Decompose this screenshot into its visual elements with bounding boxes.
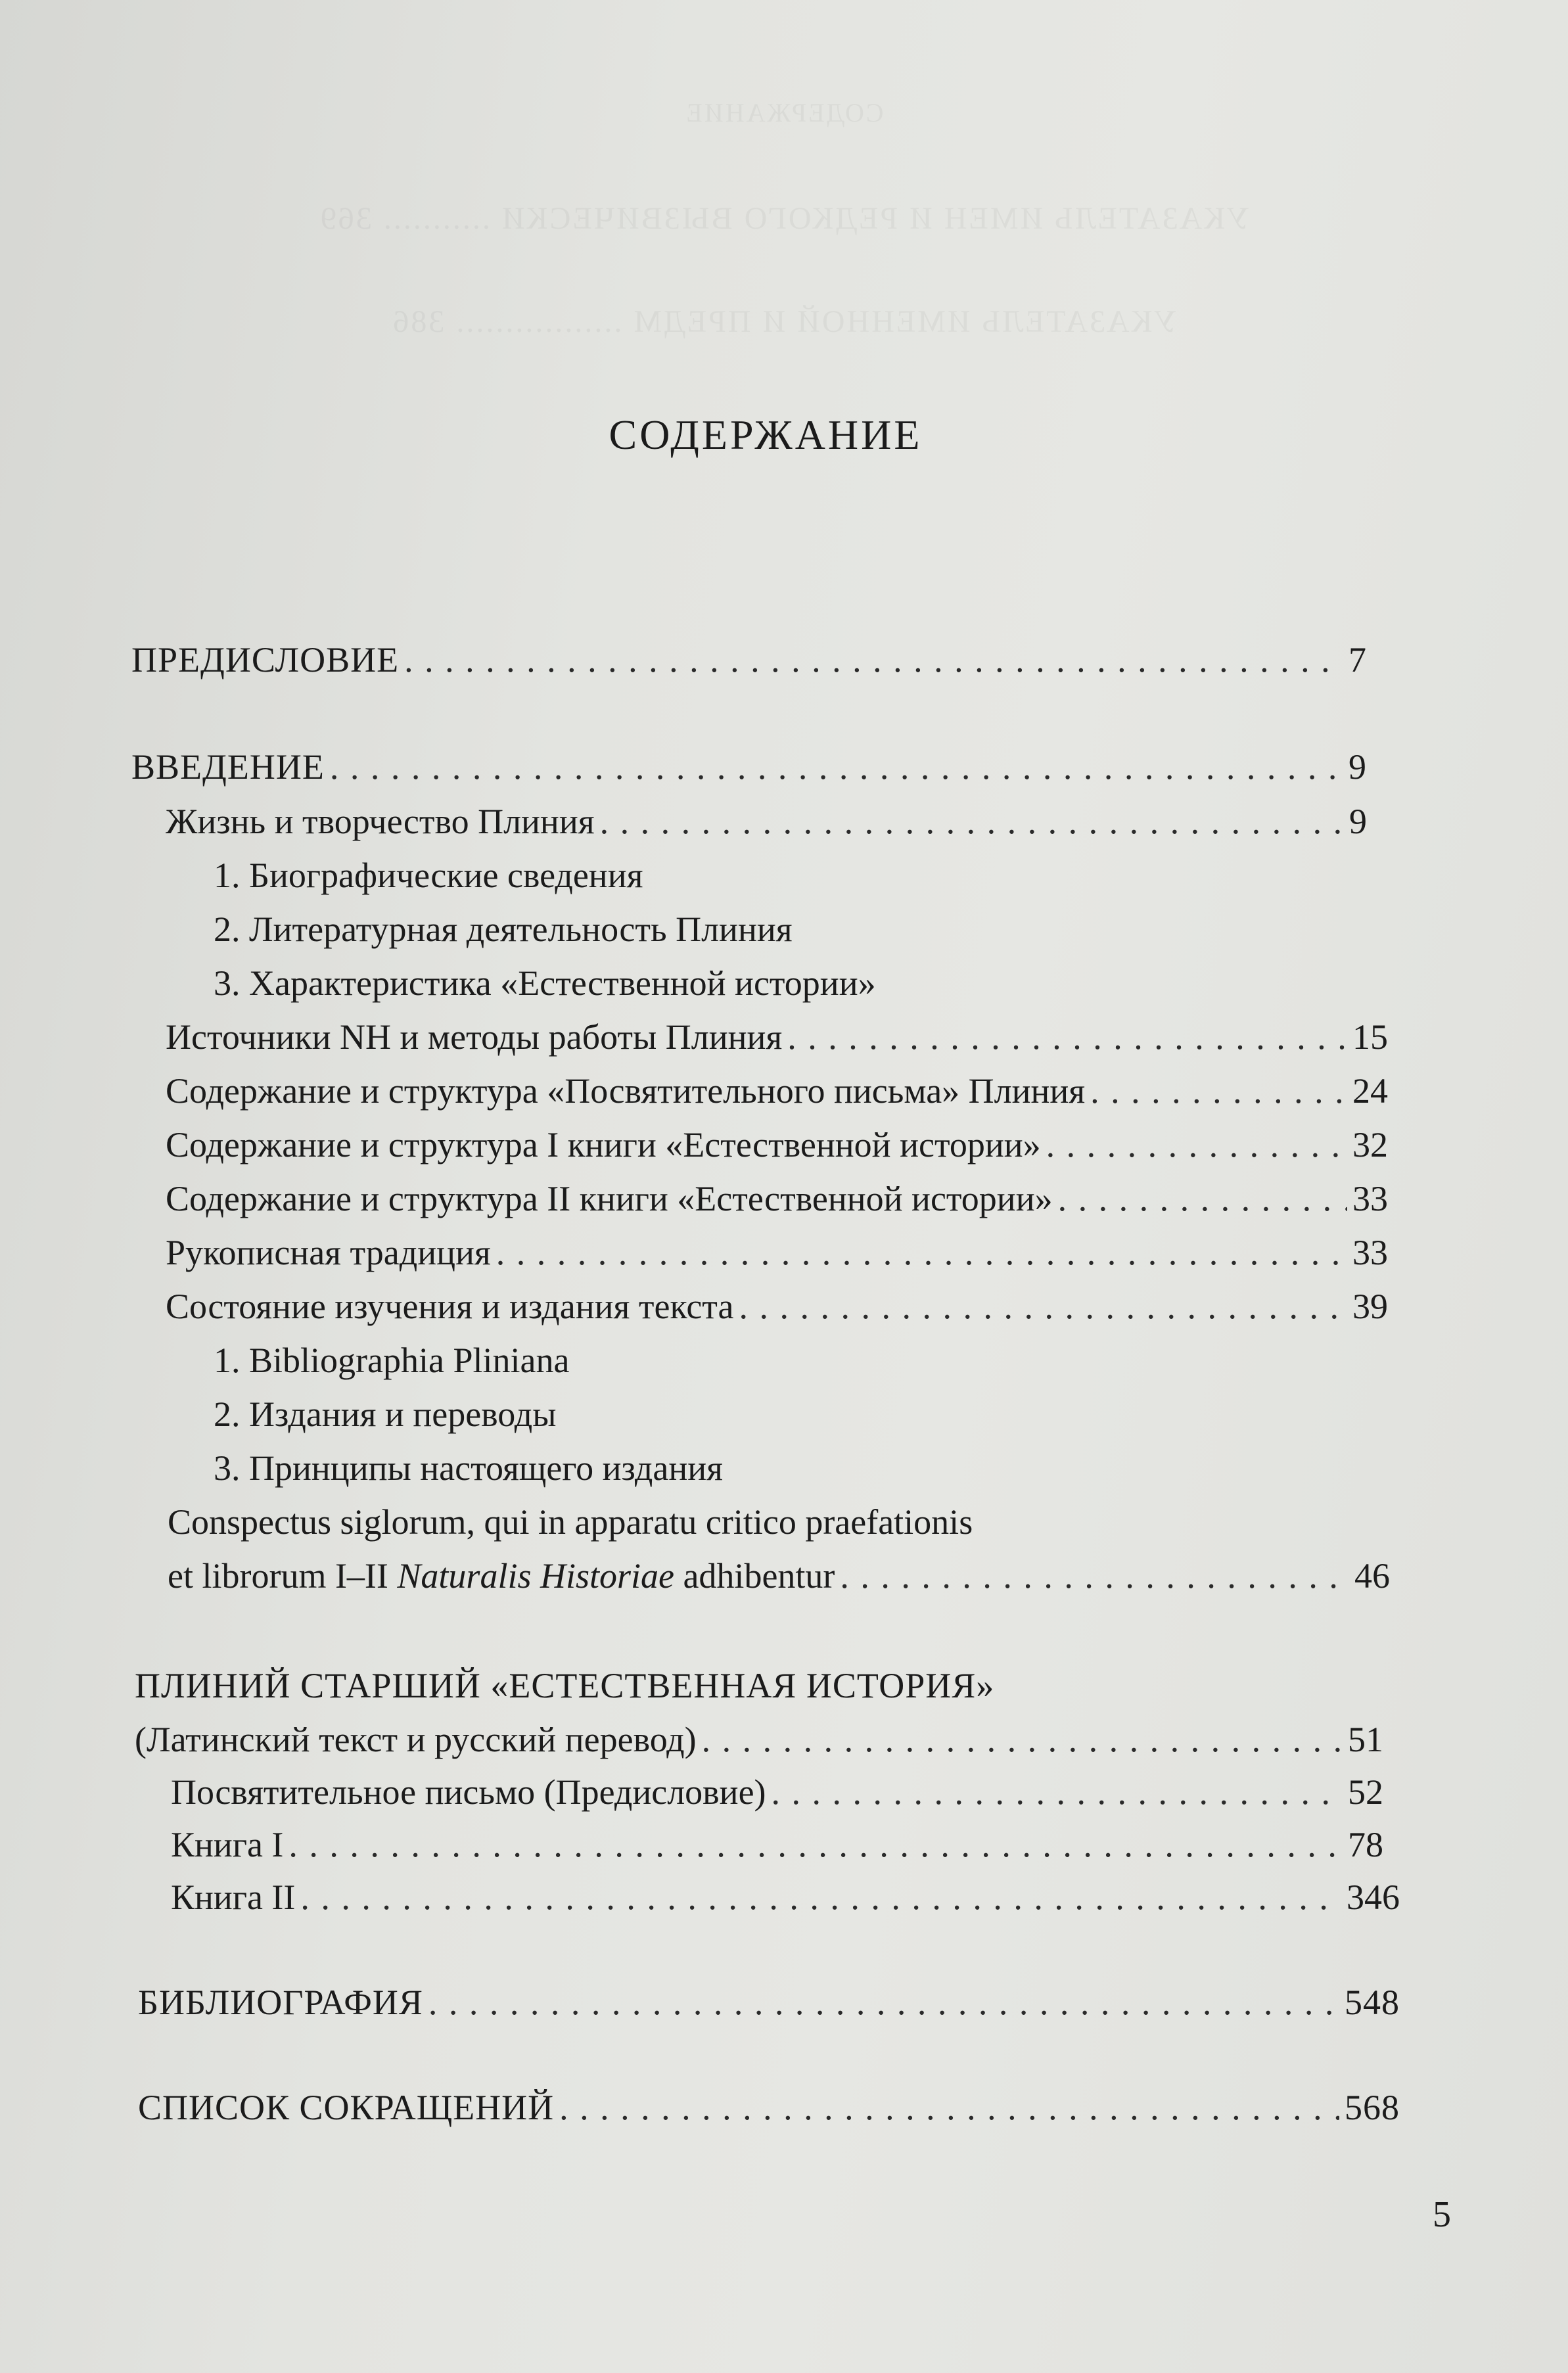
bleed-through-line: УКАЗАТЕЛЬ ИМЕННОЙ И ПРЕДМ ................. 386 (391, 304, 1177, 339)
dot-leader (1046, 1124, 1347, 1166)
toc-entry-label: Состояние изучения и издания текста (166, 1287, 734, 1326)
toc-entry (171, 1824, 1383, 1866)
toc-section-heading: ПЛИНИЙ СТАРШИЙ «ЕСТЕСТВЕННАЯ ИСТОРИЯ» (135, 1666, 995, 1705)
toc-entry-page: 7 (1349, 640, 1367, 680)
toc-entry-page: 15 (1352, 1017, 1388, 1057)
toc-entry-label: Посвятительное письмо (Предисловие) (171, 1772, 766, 1812)
page-title: СОДЕРЖАНИЕ (609, 411, 923, 458)
toc-entry-page: 51 (1348, 1720, 1383, 1759)
dot-leader (496, 1232, 1347, 1274)
toc-subentry: 1. Биографические сведения (214, 856, 643, 895)
toc-entry-label: Рукописная традиция (166, 1233, 491, 1272)
dot-leader (300, 1876, 1341, 1919)
toc-entry-label: Книга II (171, 1878, 296, 1917)
toc-entry (171, 1771, 1383, 1814)
dot-leader (1058, 1178, 1347, 1220)
toc-entry (166, 1016, 1388, 1059)
dot-leader (702, 1718, 1343, 1761)
page-number: 5 (1433, 2194, 1451, 2235)
toc-entry (166, 1178, 1388, 1220)
toc-entry (166, 1232, 1388, 1274)
toc-entry-label: Содержание и структура I книги «Естественной истории» (166, 1125, 1041, 1164)
toc-entry-label: Содержание и структура II книги «Естественной истории» (166, 1179, 1053, 1218)
dot-leader (739, 1285, 1347, 1328)
toc-entry-label: СПИСОК СОКРАЩЕНИЙ (138, 2088, 555, 2127)
toc-entry (131, 746, 1367, 789)
dot-leader (559, 2086, 1339, 2129)
dot-leader (428, 1981, 1339, 2024)
toc-subentry: 2. Издания и переводы (214, 1394, 557, 1434)
dot-leader (1090, 1070, 1347, 1113)
toc-entry-page: 39 (1352, 1287, 1388, 1326)
label-italic-part: Naturalis Historiae (397, 1556, 674, 1596)
toc-entry-label: БИБЛИОГРАФИЯ (138, 1983, 423, 2022)
toc-entry-label: Жизнь и творчество Плиния (166, 802, 595, 841)
dot-leader (288, 1824, 1343, 1866)
toc-entry (135, 1718, 1383, 1761)
dot-leader (840, 1555, 1349, 1598)
toc-entry-page: 346 (1347, 1878, 1400, 1917)
toc-entry (171, 1876, 1400, 1919)
dot-leader (330, 746, 1343, 789)
toc-entry (166, 1285, 1388, 1328)
toc-entry (168, 1555, 1390, 1598)
toc-subentry: 1. Bibliographia Pliniana (214, 1341, 570, 1380)
toc-entry-page: 548 (1345, 1983, 1400, 2022)
label-part: adhibentur (674, 1556, 835, 1596)
toc-entry-page: 568 (1345, 2088, 1400, 2127)
toc-entry-label: Книга I (171, 1825, 284, 1864)
toc-entry (166, 1070, 1388, 1113)
toc-entry (166, 1124, 1388, 1166)
toc-entry (138, 1981, 1400, 2024)
toc-entry-page: 33 (1352, 1233, 1388, 1272)
toc-entry-line: Conspectus siglorum, qui in apparatu critico praefationis (168, 1502, 973, 1542)
toc-entry-page: 32 (1352, 1125, 1388, 1164)
dot-leader (404, 639, 1343, 681)
toc-entry-page: 9 (1349, 802, 1367, 841)
dot-leader (772, 1771, 1343, 1814)
toc-entry-page: 78 (1348, 1825, 1383, 1864)
toc-entry (138, 2086, 1400, 2129)
toc-entry-page: 24 (1352, 1071, 1388, 1111)
dot-leader (600, 800, 1344, 843)
toc-subentry: 3. Характеристика «Естественной истории» (214, 963, 876, 1003)
toc-subentry: 3. Принципы настоящего издания (214, 1448, 723, 1488)
toc-entry-label: ВВЕДЕНИЕ (131, 747, 325, 787)
toc-entry-label (168, 1555, 835, 1598)
dot-leader (787, 1016, 1347, 1059)
toc-entry-page: 52 (1348, 1772, 1383, 1812)
toc-entry-label: Содержание и структура «Посвятительного письма» Плиния (166, 1071, 1086, 1111)
toc-entry-label: Источники NH и методы работы Плиния (166, 1017, 783, 1057)
label-part: et librorum I–II (168, 1556, 398, 1596)
toc-entry-page: 46 (1354, 1556, 1390, 1596)
toc-entry (131, 639, 1367, 681)
bleed-through-line: СОДЕРЖАНИЕ (684, 98, 884, 127)
toc-entry-page: 33 (1352, 1179, 1388, 1218)
toc-entry-label: (Латинский текст и русский перевод) (135, 1720, 697, 1759)
toc-subentry: 2. Литературная деятельность Плиния (214, 910, 793, 949)
toc-entry-page: 9 (1349, 747, 1367, 787)
bleed-through-line: УКАЗАТЕЛЬ ИМЕН И РЕДКОГО ВЫЗВИЧЕСКИ ........... 369 (318, 201, 1250, 236)
toc-entry (166, 800, 1367, 843)
toc-entry-label: ПРЕДИСЛОВИЕ (131, 640, 400, 680)
